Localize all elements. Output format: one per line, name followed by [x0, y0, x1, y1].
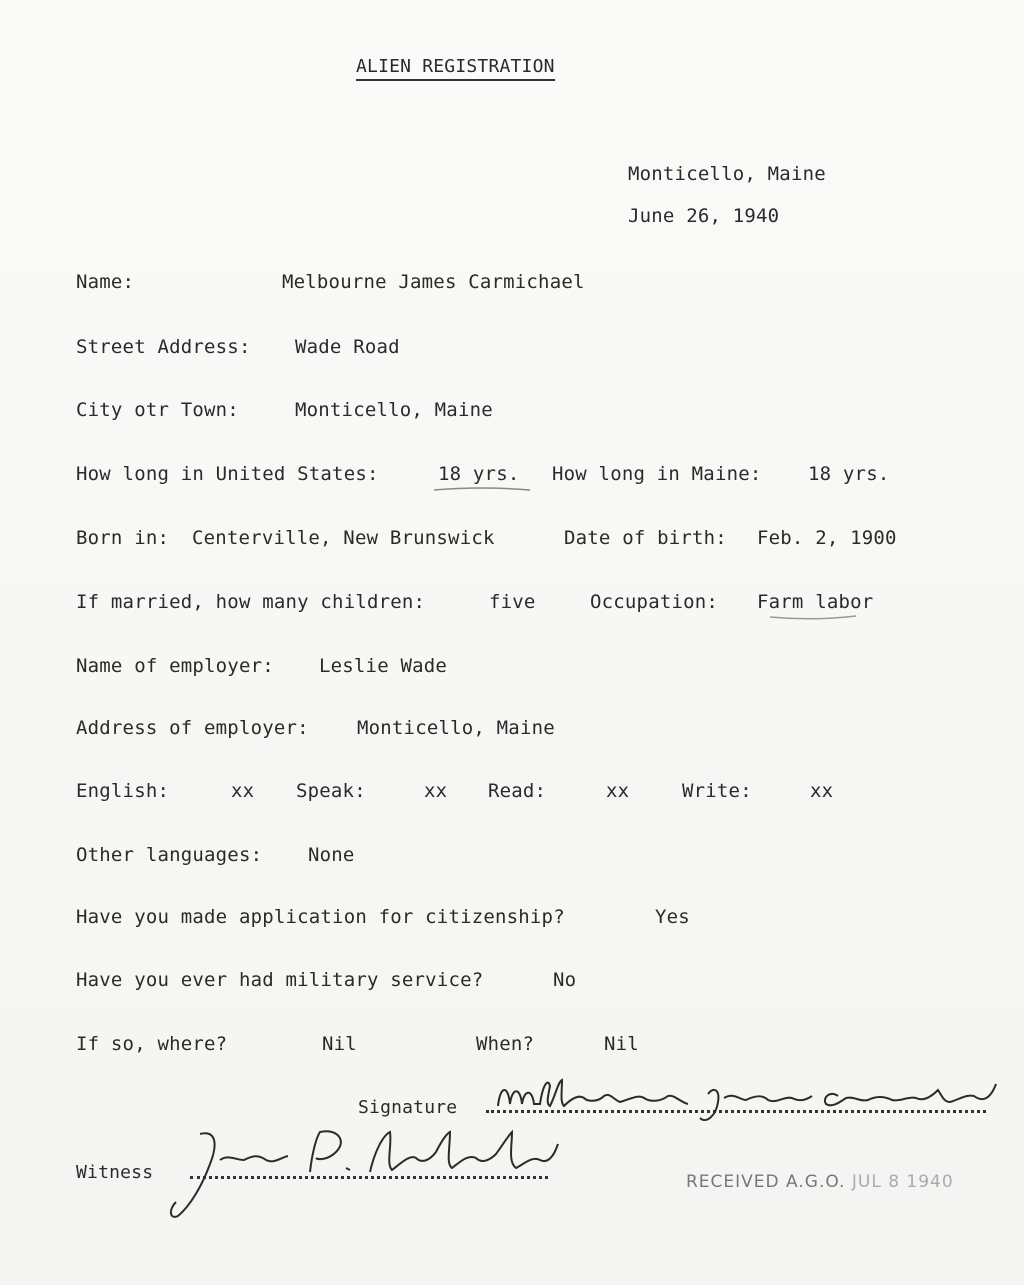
other-languages-value: None	[308, 844, 355, 866]
occupation-label: Occupation:	[590, 591, 719, 613]
city-value: Monticello, Maine	[295, 399, 493, 421]
english-label: English:	[76, 780, 170, 802]
signature-handwriting	[488, 1066, 1008, 1126]
write-label: Write:	[682, 780, 752, 802]
received-stamp	[686, 1172, 954, 1192]
read-value: xx	[606, 780, 630, 802]
maine-duration-label: How long in Maine:	[552, 463, 762, 485]
maine-duration-value: 18 yrs.	[808, 463, 890, 485]
stamp-text: RECEIVED A.G.O.	[686, 1172, 846, 1192]
when-label: When?	[476, 1033, 535, 1055]
name-label: Name:	[76, 271, 135, 293]
city-label: City otr Town:	[76, 399, 239, 421]
born-value: Centerville, New Brunswick	[192, 527, 495, 549]
english-value: xx	[231, 780, 255, 802]
military-value: No	[553, 969, 577, 991]
document-title: ALIEN REGISTRATION	[356, 56, 555, 81]
name-value: Melbourne James Carmichael	[282, 271, 585, 293]
other-languages-label: Other languages:	[76, 844, 263, 866]
witness-label: Witness	[76, 1162, 154, 1183]
speak-value: xx	[424, 780, 448, 802]
us-duration-label: How long in United States:	[76, 463, 379, 485]
speak-label: Speak:	[296, 780, 366, 802]
children-label: If married, how many children:	[76, 591, 426, 613]
us-duration-value: 18 yrs.	[438, 463, 520, 485]
employer-value: Leslie Wade	[319, 655, 448, 677]
citizenship-value: Yes	[655, 906, 690, 928]
read-label: Read:	[488, 780, 547, 802]
pencil-underline	[432, 484, 532, 494]
children-value: five	[489, 591, 536, 613]
street-label: Street Address:	[76, 336, 251, 358]
military-label: Have you ever had military service?	[76, 969, 484, 991]
employer-label: Name of employer:	[76, 655, 274, 677]
place: Monticello, Maine	[628, 163, 826, 185]
when-value: Nil	[604, 1033, 639, 1055]
street-value: Wade Road	[295, 336, 400, 358]
signature-label: Signature	[358, 1097, 458, 1118]
employer-address-label: Address of employer:	[76, 717, 309, 739]
date: June 26, 1940	[628, 205, 780, 227]
employer-address-value: Monticello, Maine	[357, 717, 555, 739]
where-label: If so, where?	[76, 1033, 228, 1055]
dob-label: Date of birth:	[564, 527, 727, 549]
dob-value: Feb. 2, 1900	[757, 527, 897, 549]
witness-handwriting	[160, 1124, 570, 1224]
stamp-date: JUL 8 1940	[851, 1172, 954, 1192]
where-value: Nil	[322, 1033, 357, 1055]
write-value: xx	[810, 780, 834, 802]
pencil-underline	[768, 612, 858, 622]
occupation-value: Farm labor	[757, 591, 874, 613]
citizenship-label: Have you made application for citizenship?	[76, 906, 565, 928]
born-label: Born in:	[76, 527, 170, 549]
